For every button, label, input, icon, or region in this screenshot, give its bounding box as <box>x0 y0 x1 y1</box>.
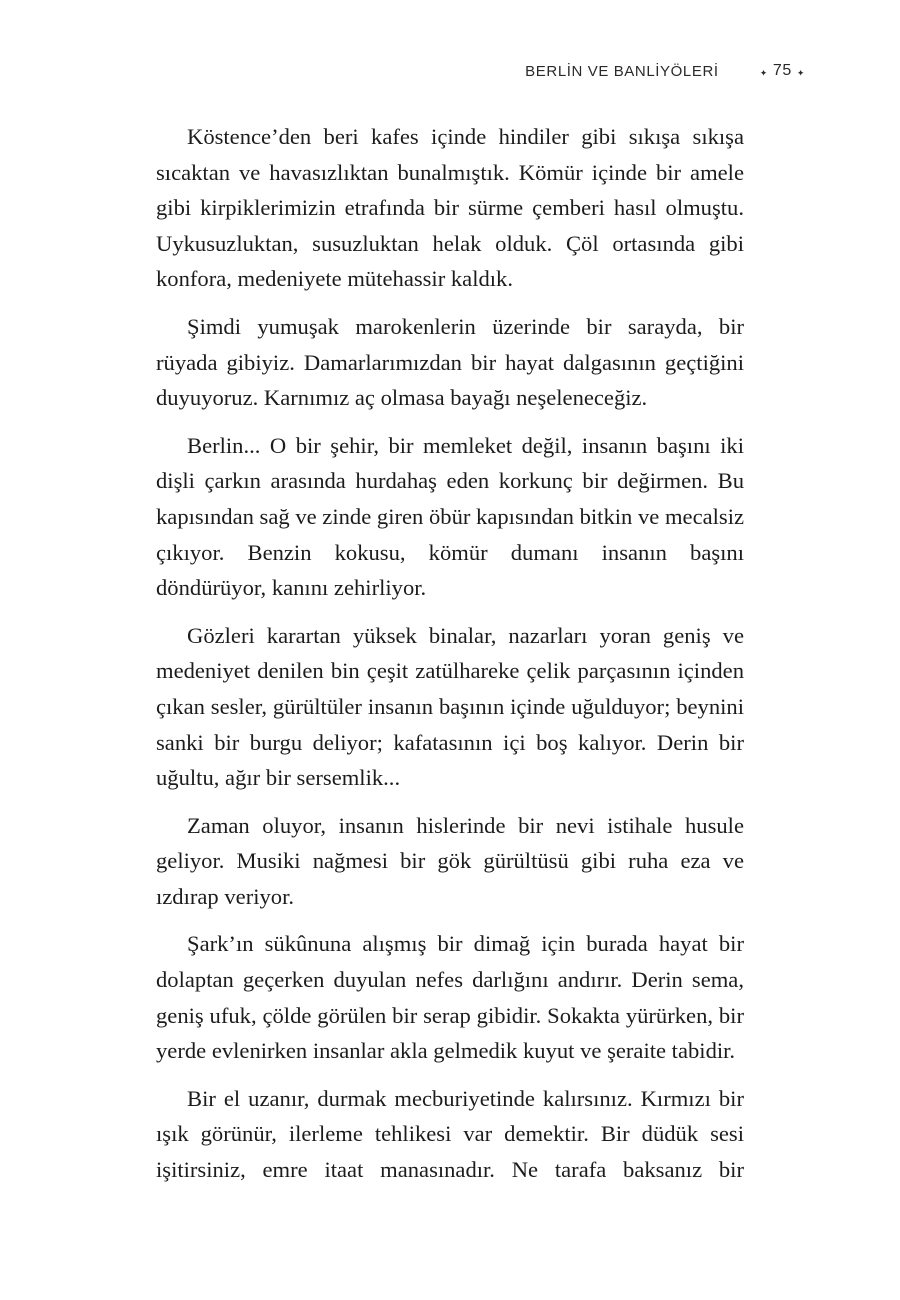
paragraph: Şark’ın sükûnuna alışmış bir dimağ için burada hayat bir dolaptan geçerken duyulan nefes darlığını andırır. Derin sema, geniş ufuk, çölde görülen bir serap gibidir. Sokakta yürürken, bir yerde evlenirken insanlar akla gelmedik kuyut ve şeraite tabidir. <box>156 931 744 1064</box>
running-head <box>525 62 810 80</box>
paragraph: Bir el uzanır, durmak mecburiyetinde kalırsınız. Kırmızı bir ışık görünür, ilerleme tehlikesi var demektir. Bir düdük sesi işitirsiniz, emre itaat manasınadır. Ne tarafa baksanız bir <box>156 1085 744 1183</box>
star-ornament-icon: ✦ <box>759 67 768 78</box>
page-folio <box>755 62 810 80</box>
body-text <box>156 119 744 1200</box>
paragraph: Berlin... O bir şehir, bir memleket değil, insanın başını iki dişli çarkın arasında hurdahaş eden korkunç bir değirmen. Bu kapısından sağ ve zinde giren öbür kapısından bitkin ve mecalsiz çıkıyor. Benzin kokusu, kömür dumanı insanın başını döndürüyor, kanını zehirliyor. <box>156 432 744 601</box>
paragraph: Köstence’den beri kafes içinde hindiler gibi sıkışa sıkışa sıcaktan ve havasızlıktan bunalmıştık. Kömür içinde bir amele gibi kirpiklerimizin etrafında bir sürme çemberi hasıl olmuştu. Uykusuzluktan, susuzluktan helak olduk. Çöl ortasında gibi konfora, medeniyete mütehassir kaldık. <box>156 124 744 292</box>
star-ornament-icon: ✦ <box>796 67 805 78</box>
section-title: BERLİN VE BANLİYÖLERİ <box>525 62 719 80</box>
paragraph: Gözleri karartan yüksek binalar, nazarları yoran geniş ve medeniyet denilen bin çeşit zatülhareke çelik parçasının içinden çıkan sesler, gürültüler insanın başının içinde uğulduyor; beynini sanki bir burgu deliyor; kafatasının içi boş kalıyor. Derin bir uğultu, ağır bir sersemlik... <box>156 622 744 791</box>
paragraph: Zaman oluyor, insanın hislerinde bir nevi istihale husule geliyor. Musiki nağmesi bir gök gürültüsü gibi ruha eza ve ızdırap veriyor. <box>156 812 744 909</box>
page-number: 75 <box>772 62 792 79</box>
paragraph: Şimdi yumuşak marokenlerin üzerinde bir sarayda, bir rüyada gibiyiz. Damarlarımızdan bir hayat dalgasının geçtiğini duyuyoruz. Karnımız aç olmasa bayağı neşeleneceğiz. <box>156 313 744 411</box>
